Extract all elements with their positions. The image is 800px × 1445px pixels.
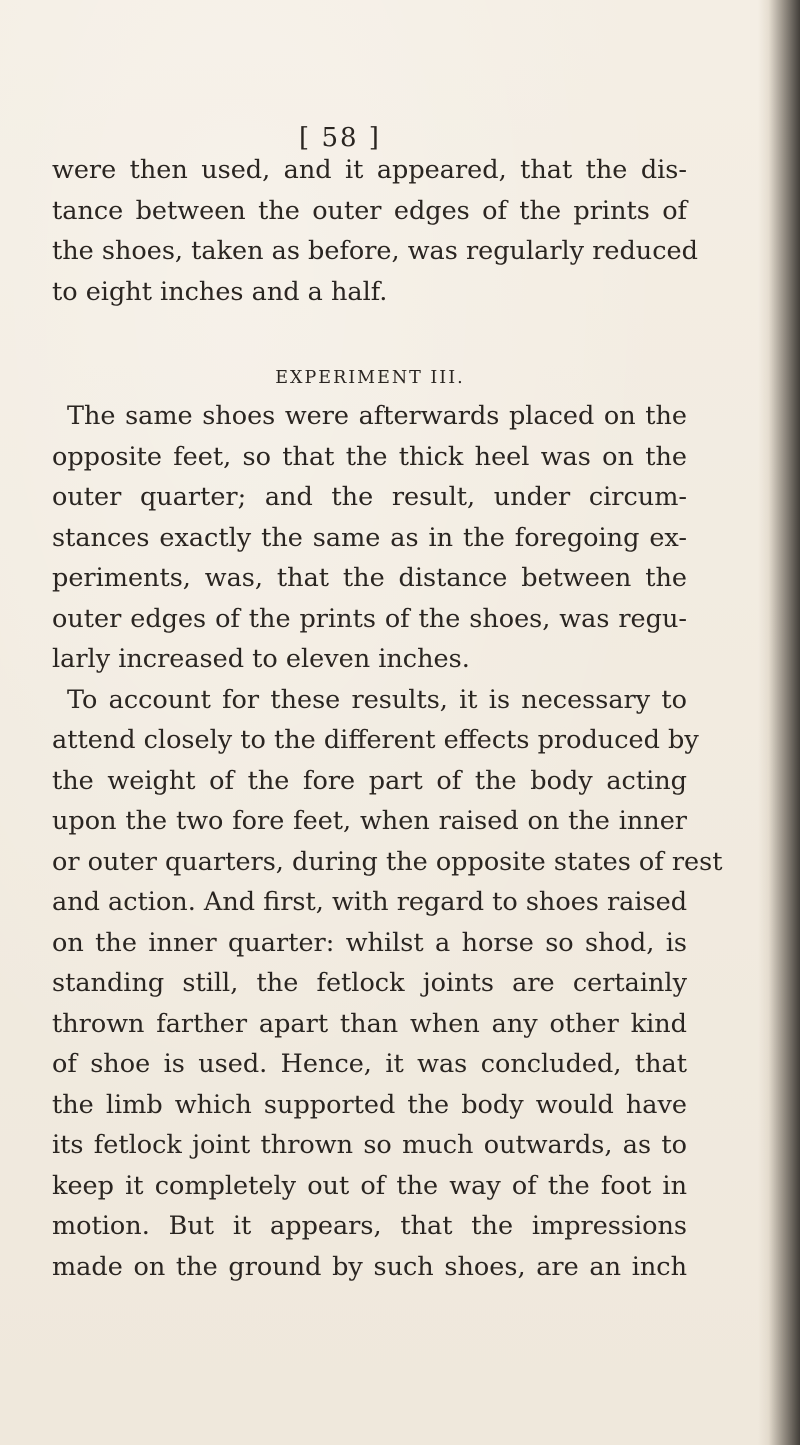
text-line: of shoe is used. Hence, it was concluded, that xyxy=(52,1049,687,1079)
binding-edge-shadow xyxy=(758,0,800,1445)
text-line: on the inner quarter: whilst a horse so shod, is xyxy=(52,927,687,958)
paragraph-3 xyxy=(52,680,723,1288)
text-line: attend closely to the different effects produced by xyxy=(52,725,699,755)
text-line: keep it completely out of the way of the foot in xyxy=(52,1170,687,1201)
text-line: outer quarter; and the result, under circum- xyxy=(52,482,687,512)
text-line: outer edges of the prints of the shoes, was regu- xyxy=(52,603,687,634)
page-number: [ 58 ] xyxy=(299,123,381,153)
text-line: its fetlock joint thrown so much outwards, as to xyxy=(52,1130,687,1160)
text-line: upon the two fore feet, when raised on the inner xyxy=(52,806,687,836)
text-line: the weight of the fore part of the body acting xyxy=(52,765,687,796)
text-line: thrown farther apart than when any other kind xyxy=(52,1008,687,1039)
page-text-continued xyxy=(52,396,723,1287)
text-line: and action. And first, with regard to shoes raised xyxy=(52,887,688,917)
text-line: larly increased to eleven inches. xyxy=(52,644,470,674)
text-line: or outer quarters, during the opposite states of rest xyxy=(52,846,723,877)
text-line: standing still, the fetlock joints are certainly xyxy=(52,968,687,998)
text-line: the shoes, taken as before, was regularly reduced xyxy=(52,236,698,266)
section-heading: EXPERIMENT III. xyxy=(275,368,465,388)
page-text xyxy=(52,150,698,312)
text-line: to eight inches and a half. xyxy=(52,276,388,307)
text-line: stances exactly the same as in the foregoing ex- xyxy=(52,522,687,553)
text-line: made on the ground by such shoes, are an inch xyxy=(52,1251,687,1282)
text-line: tance between the outer edges of the prints of xyxy=(52,195,687,226)
paragraph-2 xyxy=(52,396,687,680)
text-line: The same shoes were afterwards placed on the xyxy=(67,401,687,431)
text-line: were then used, and it appeared, that the dis- xyxy=(52,155,687,185)
text-line: motion. But it appears, that the impressions xyxy=(52,1211,687,1241)
text-line: To account for these results, it is necessary to xyxy=(67,684,687,715)
text-line: periments, was, that the distance between the xyxy=(52,563,687,593)
paragraph-1 xyxy=(52,150,698,312)
text-line: opposite feet, so that the thick heel was on the xyxy=(52,441,687,472)
text-line: the limb which supported the body would have xyxy=(52,1089,687,1120)
